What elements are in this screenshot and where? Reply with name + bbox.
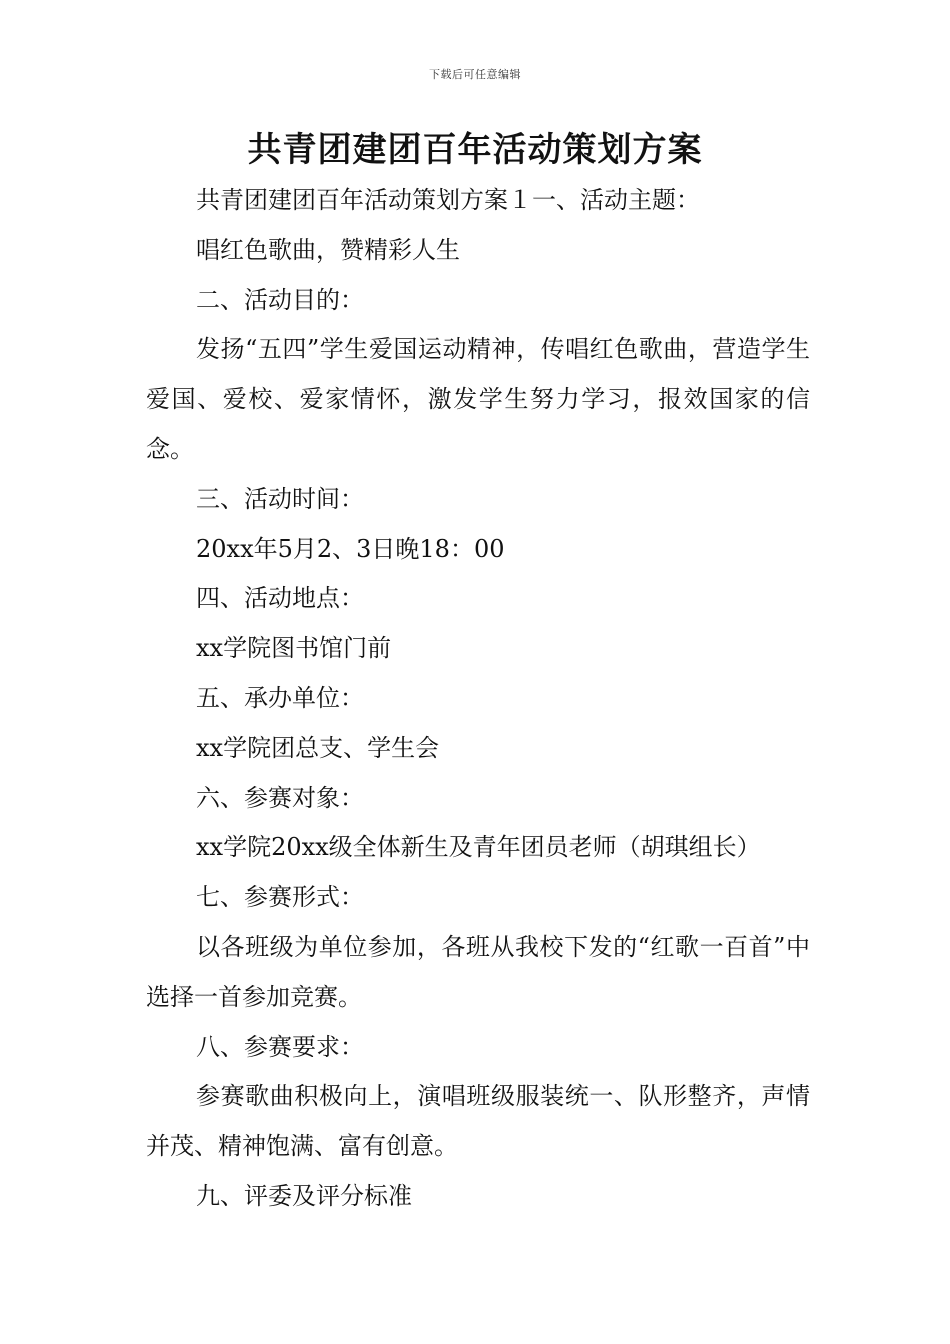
paragraph-participants-heading: 六、参赛对象： <box>196 783 364 812</box>
paragraph-location-heading: 四、活动地点： <box>196 584 364 613</box>
paragraph-requirements-heading: 八、参赛要求： <box>196 1032 364 1061</box>
paragraph-organizer-heading: 五、承办单位： <box>196 683 364 712</box>
paragraph-requirements: 参赛歌曲积极向上，演唱班级服装统一、队形整齐，声情并茂、精神饱满、富有创意。 <box>146 1082 810 1161</box>
paragraph-format-heading: 七、参赛形式： <box>196 883 364 912</box>
paragraph-organizer: xx学院团总支、学生会 <box>196 733 440 762</box>
paragraph-purpose-heading: 二、活动目的： <box>196 285 364 314</box>
paragraph-theme-heading: 共青团建团百年活动策划方案１一、活动主题： <box>196 186 700 214</box>
paragraph-format: 以各班级为单位参加，各班从我校下发的“红歌一百首”中选择一首参加竞赛。 <box>146 932 810 1011</box>
paragraph-time-heading: 三、活动时间： <box>196 484 364 513</box>
document-body <box>146 176 810 1222</box>
paragraph-time: 20xx年5月2、3日晚18：00 <box>196 534 505 563</box>
paragraph-purpose: 发扬“五四”学生爱国运动精神，传唱红色歌曲，营造学生爱国、爱校、爱家情怀，激发学生努力学习，报效国家的信念。 <box>146 335 810 463</box>
paragraph-location: xx学院图书馆门前 <box>196 634 392 663</box>
paragraph-participants: xx学院20xx级全体新生及青年团员老师（胡琪组长） <box>196 833 761 862</box>
paragraph-theme: 唱红色歌曲，赞精彩人生 <box>196 235 460 264</box>
document-title: 共青团建团百年活动策划方案 <box>247 130 703 170</box>
paragraph-judging-heading: 九、评委及评分标准 <box>196 1181 412 1210</box>
header-note: 下载后可任意编辑 <box>429 68 521 81</box>
